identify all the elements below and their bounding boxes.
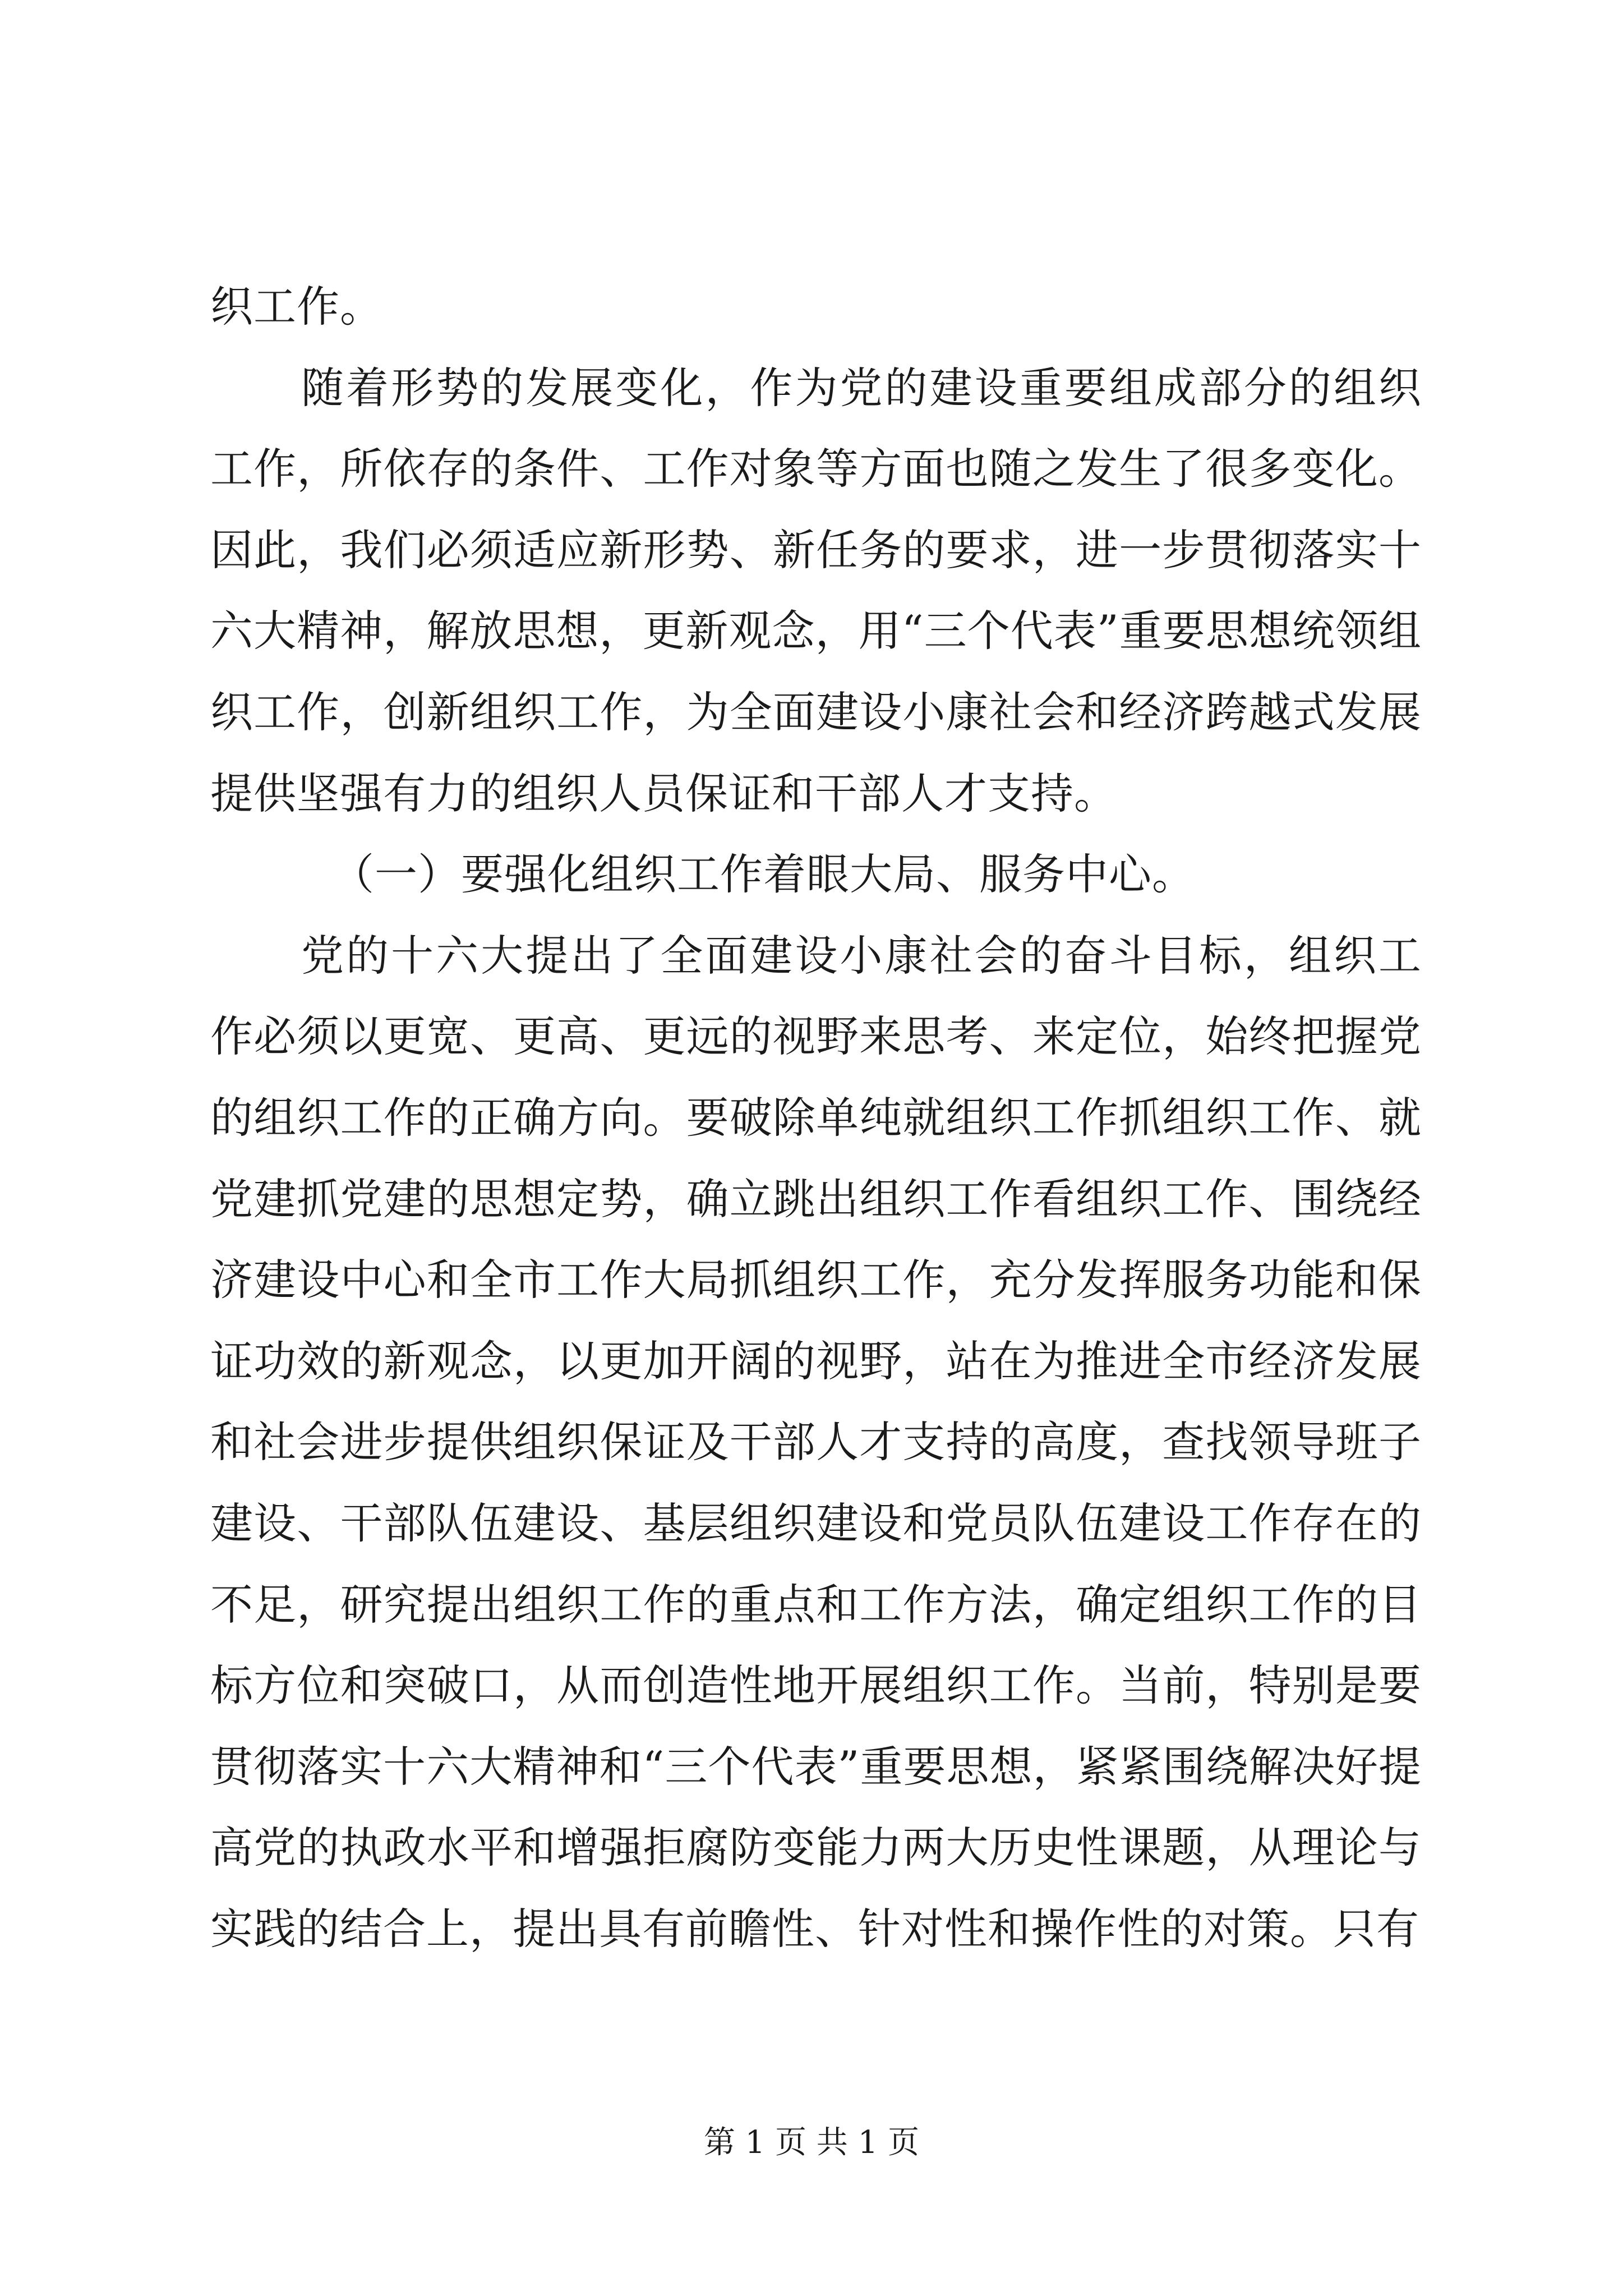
section-heading: （一）要强化组织工作着眼大局、服务中心。 (331, 849, 1195, 900)
paragraph-goals: 党的十六大提出了全面建设小康社会的奋斗目标，组织工作必须以更宽、更高、更远的视野来思考、来定位，始终把握党的组织工作的正确方向。要破除单纯就组织工作抓组织工作、就党建抓党建的思想定势，确立跳出组织工作看组织工作、围绕经济建设中心和全市工作大局抓组织工作，充分发挥服务功能和保证功效的新观念，以更加开阔的视野，站在为推进全市经济发展和社会进步提供组织保证及干部人才支持的高度，查找领导班子建设、干部队伍建设、基层组织建设和党员队伍建设工作存在的不足，研究提出组织工作的重点和工作方法，确定组织工作的目标方位和突破口，从而创造性地开展组织工作。当前，特别是要贯彻落实十六大精神和“三个代表”重要思想，紧紧围绕解决好提高党的执政水平和增强拒腐防变能力两大历史性课题，从理论与实践的结合上，提出具有前瞻性、针对性和操作性的对策。只有 (210, 930, 1422, 1954)
paragraph-situation: 随着形势的发展变化，作为党的建设重要组成部分的组织工作，所依存的条件、工作对象等方面也随之发生了很多变化。因此，我们必须适应新形势、新任务的要求，进一步贯彻落实十六大精神，解放思想，更新观念，用“三个代表”重要思想统领组织工作，创新组织工作，为全面建设小康社会和经济跨越式发展提供坚强有力的组织人员保证和干部人才支持。 (210, 362, 1422, 818)
body-text (210, 266, 1422, 1970)
paragraph-continuation: 织工作。 (210, 282, 383, 332)
page-number: 第 1 页 共 1 页 (703, 2124, 920, 2161)
page-footer (0, 2118, 1623, 2162)
